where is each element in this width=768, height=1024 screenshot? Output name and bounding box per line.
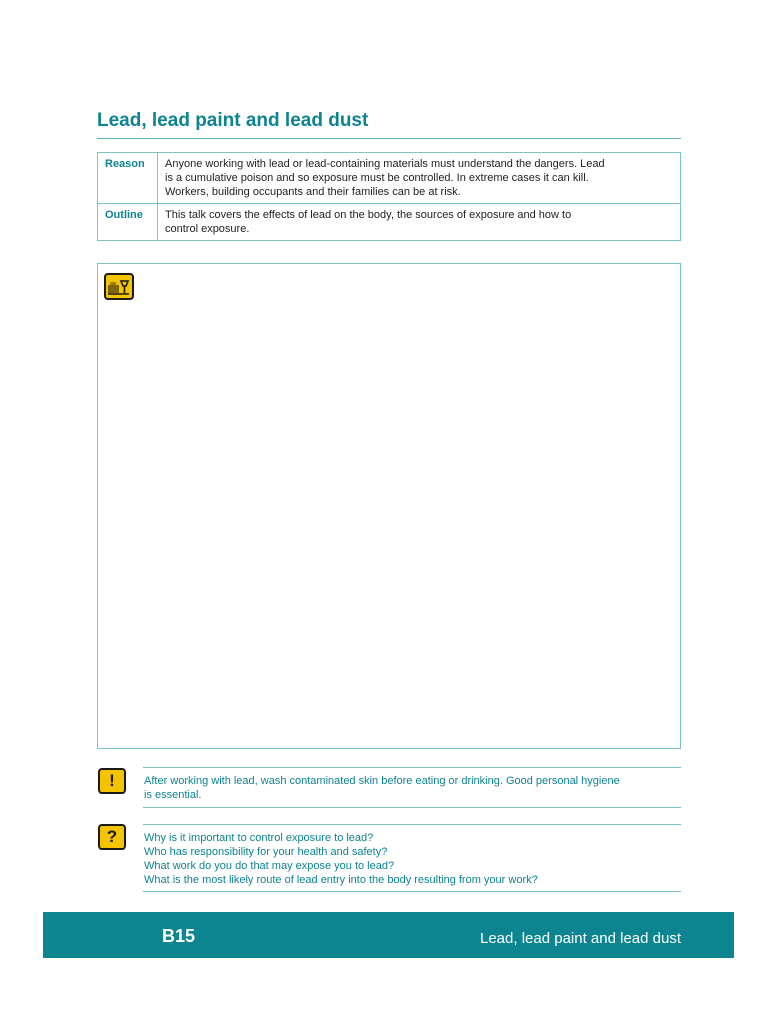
question-item: What work do you do that may expose you to lead? [144,860,395,872]
outline-line: This talk covers the effects of lead on the body, the sources of exposure and how to [165,209,572,221]
reason-label: Reason [98,153,158,203]
warning-line: After working with lead, wash contaminated skin before eating or drinking. Good personal hygiene [144,775,620,787]
painting-hazard-glyph [107,277,131,297]
reason-row [98,153,680,203]
page-title: Lead, lead paint and lead dust [97,110,681,139]
reason-text [158,153,611,203]
warning-note [143,767,681,808]
reason-line: Workers, building occupants and their families can be at risk. [165,186,461,198]
question-mark-icon: ? [98,824,126,850]
info-table [97,152,681,241]
question-item: What is the most likely route of lead entry into the body resulting from your work? [144,874,538,886]
outline-label: Outline [98,204,158,240]
exclamation-icon: ! [98,768,126,794]
question-item: Why is it important to control exposure to lead? [144,832,374,844]
reason-line: Anyone working with lead or lead-containing materials must understand the dangers. Lead [165,158,605,170]
footer-title: Lead, lead paint and lead dust [480,930,681,947]
outline-row [98,203,680,240]
outline-line: control exposure. [165,223,250,235]
question-item: Who has responsibility for your health and safety? [144,846,388,858]
footer-bar [43,912,734,958]
reason-line: is a cumulative poison and so exposure must be controlled. In extreme cases it can kill. [165,172,589,184]
warning-line: is essential. [144,789,202,801]
footer-code: B15 [162,926,196,946]
questions-list [143,824,681,892]
outline-text [158,204,577,240]
image-placeholder-box [97,263,681,749]
painting-hazard-icon [104,273,134,300]
